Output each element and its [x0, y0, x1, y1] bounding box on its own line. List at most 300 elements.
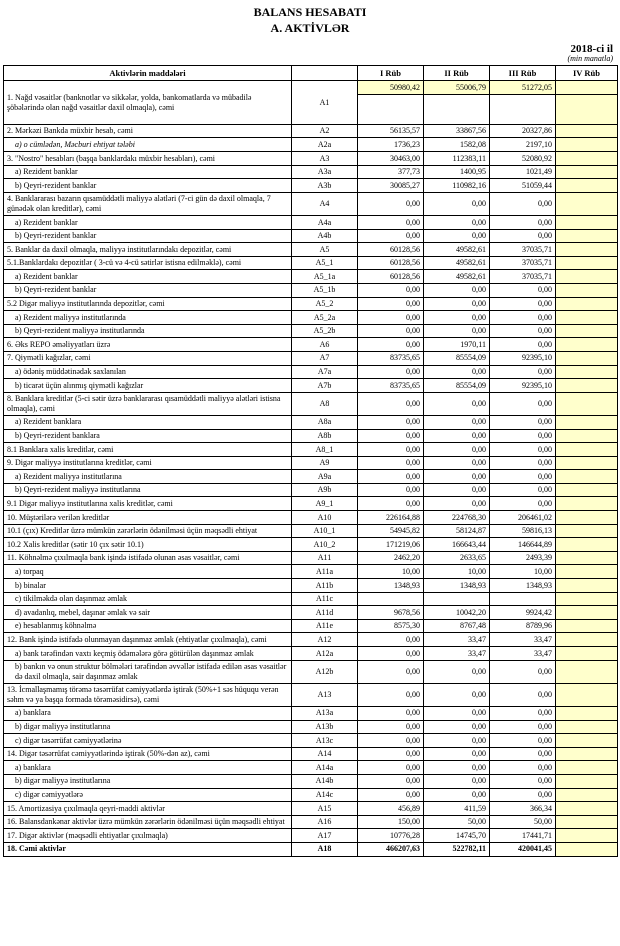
table-row: [4, 152, 618, 166]
value-cell: 49582,61: [424, 256, 490, 270]
row-code: A17: [292, 829, 358, 843]
value-cell: [490, 592, 556, 606]
value-cell: 466207,63: [358, 842, 424, 856]
row-code: A18: [292, 842, 358, 856]
value-cell: 110982,16: [424, 179, 490, 193]
table-row: [4, 619, 618, 633]
row-code: A3: [292, 152, 358, 166]
row-code: A13b: [292, 720, 358, 734]
value-cell: 55006,79: [424, 81, 490, 95]
value-cell: 50,00: [490, 815, 556, 829]
value-cell: 51272,05: [490, 81, 556, 95]
value-cell: 85554,09: [424, 379, 490, 393]
value-cell: 0,00: [424, 297, 490, 311]
value-cell: [556, 842, 618, 856]
value-cell: [556, 324, 618, 338]
value-cell: 0,00: [358, 324, 424, 338]
value-cell: [556, 283, 618, 297]
value-cell: [424, 592, 490, 606]
row-code: A12a: [292, 647, 358, 661]
value-cell: [556, 216, 618, 230]
table-row: [4, 379, 618, 393]
row-code: A12: [292, 633, 358, 647]
row-label: c) digər cəmiyyətlərə: [4, 788, 292, 802]
row-label: 11. Köhnəlmə çıxılmaqla bank işində istifadə olunan əsas vəsaitlər, cəmi: [4, 551, 292, 565]
row-label: a) Rezident banklara: [4, 415, 292, 429]
row-label: c) digər təsərrüfat cəmiyyətlərinə: [4, 734, 292, 748]
table-row: [4, 297, 618, 311]
value-cell: 0,00: [424, 229, 490, 243]
row-label: a) Rezident banklar: [4, 216, 292, 230]
row-code: A10: [292, 511, 358, 525]
value-cell: 0,00: [424, 720, 490, 734]
value-cell: [556, 802, 618, 816]
value-cell: 0,00: [358, 192, 424, 215]
row-label: 14. Digər təsərrüfat cəmiyyətlərində iştirak (50%-dən az), cəmi: [4, 747, 292, 761]
value-cell: 33,47: [490, 647, 556, 661]
value-cell: 0,00: [490, 229, 556, 243]
table-row: [4, 365, 618, 379]
value-cell: 59816,13: [490, 524, 556, 538]
value-cell: [556, 429, 618, 443]
table-row: [4, 243, 618, 257]
table-row: [4, 165, 618, 179]
table-row: [4, 802, 618, 816]
value-cell: 60128,56: [358, 243, 424, 257]
value-cell: [556, 747, 618, 761]
value-cell: 166643,44: [424, 538, 490, 552]
value-cell: 2493,39: [490, 551, 556, 565]
value-cell: [556, 660, 618, 683]
value-cell: [556, 124, 618, 138]
value-cell: 49582,61: [424, 270, 490, 284]
header-quarter-3: III Rüb: [490, 66, 556, 81]
value-cell: [556, 379, 618, 393]
row-label: a) Rezident maliyyə institutlarında: [4, 311, 292, 325]
row-label: 3. "Nostro" hesabları (başqa banklardakı müxbir hesabları), cəmi: [4, 152, 292, 166]
row-code: A11b: [292, 579, 358, 593]
value-cell: 92395,10: [490, 351, 556, 365]
row-label: c) tikilməkdə olan daşınmaz əmlak: [4, 592, 292, 606]
row-label: e) hesablanmış köhnəlmə: [4, 619, 292, 633]
value-cell: 60128,56: [358, 256, 424, 270]
value-cell: 10,00: [424, 565, 490, 579]
table-row: [4, 720, 618, 734]
value-cell: 0,00: [424, 429, 490, 443]
value-cell: 0,00: [424, 443, 490, 457]
value-cell: 366,34: [490, 802, 556, 816]
table-row: [4, 497, 618, 511]
value-cell: 0,00: [424, 456, 490, 470]
value-cell: 37035,71: [490, 256, 556, 270]
row-label: a) bank tərəfindən vaxtı keçmiş ödəmələrə görə götürülən daşınmaz əmlak: [4, 647, 292, 661]
row-code: A5: [292, 243, 358, 257]
row-label: a) banklara: [4, 761, 292, 775]
value-cell: 8767,48: [424, 619, 490, 633]
value-cell: 0,00: [424, 483, 490, 497]
row-label: b) Qeyri-rezident banklar: [4, 229, 292, 243]
value-cell: [556, 338, 618, 352]
value-cell: 0,00: [490, 483, 556, 497]
row-label: 12. Bank işində istifadə olunmayan daşınmaz əmlak (ehtiyatlar çıxılmaqla), cəmi: [4, 633, 292, 647]
row-label: 9. Digər maliyyə institutlarına kreditlər, cəmi: [4, 456, 292, 470]
value-cell: 51059,44: [490, 179, 556, 193]
value-cell: 0,00: [358, 683, 424, 706]
value-cell: 226164,88: [358, 511, 424, 525]
row-code: A4: [292, 192, 358, 215]
value-cell: [556, 138, 618, 152]
value-cell: [556, 456, 618, 470]
value-cell: [556, 497, 618, 511]
value-cell: 0,00: [424, 415, 490, 429]
row-code: A3a: [292, 165, 358, 179]
value-cell: [556, 470, 618, 484]
row-code: A5_1b: [292, 283, 358, 297]
value-cell: 456,89: [358, 802, 424, 816]
value-cell: 150,00: [358, 815, 424, 829]
row-code: A14a: [292, 761, 358, 775]
row-code: A4b: [292, 229, 358, 243]
asset-table-body: [4, 81, 618, 856]
row-code: A10_1: [292, 524, 358, 538]
value-cell: [556, 720, 618, 734]
value-cell: [556, 351, 618, 365]
row-label: 6. Əks REPO əməliyyatları üzrə: [4, 338, 292, 352]
row-label: a) Rezident maliyyə institutlarına: [4, 470, 292, 484]
value-cell: 49582,61: [424, 243, 490, 257]
table-row: [4, 565, 618, 579]
row-code: A9_1: [292, 497, 358, 511]
value-cell: 54945,82: [358, 524, 424, 538]
table-row: [4, 606, 618, 620]
value-cell: 0,00: [490, 429, 556, 443]
row-label: b) binalar: [4, 579, 292, 593]
row-code: A9b: [292, 483, 358, 497]
value-cell: [556, 297, 618, 311]
table-row: [4, 324, 618, 338]
row-code: A2: [292, 124, 358, 138]
row-label: 5.2 Digər maliyyə institutlarında depozitlər, cəmi: [4, 297, 292, 311]
table-row: [4, 229, 618, 243]
row-code: A4a: [292, 216, 358, 230]
value-cell: 1348,93: [490, 579, 556, 593]
value-cell: 411,59: [424, 802, 490, 816]
row-code: A7a: [292, 365, 358, 379]
value-cell: 0,00: [490, 470, 556, 484]
value-cell: 9678,56: [358, 606, 424, 620]
row-label: b) Qeyri-rezident banklar: [4, 179, 292, 193]
table-row: [4, 647, 618, 661]
value-cell: 14745,70: [424, 829, 490, 843]
row-code: A13c: [292, 734, 358, 748]
table-row: [4, 734, 618, 748]
value-cell: 0,00: [358, 633, 424, 647]
value-cell: [556, 619, 618, 633]
value-cell: 0,00: [358, 720, 424, 734]
table-row: [4, 524, 618, 538]
table-row: [4, 829, 618, 843]
value-cell: [556, 94, 618, 124]
value-cell: 0,00: [358, 660, 424, 683]
value-cell: 206461,02: [490, 511, 556, 525]
value-cell: [424, 94, 490, 124]
value-cell: 56135,57: [358, 124, 424, 138]
row-label: b) digər maliyyə institutlarına: [4, 774, 292, 788]
value-cell: 0,00: [490, 747, 556, 761]
value-cell: 33867,56: [424, 124, 490, 138]
row-label: 16. Balansdankənar aktivlər üzrə mümkün zərərlərin ödənilməsi üçün məqsədli ehtiyat: [4, 815, 292, 829]
row-label: b) bankın və onun struktur bölmələri tərəfindən əvvəllər istifadə edilən əsas vəsaitlər də daxil olmaqla, sair daşınmaz əmlak: [4, 660, 292, 683]
row-code: A8b: [292, 429, 358, 443]
table-row: [4, 124, 618, 138]
row-code: A14c: [292, 788, 358, 802]
table-row: [4, 842, 618, 856]
value-cell: [556, 165, 618, 179]
table-row: [4, 338, 618, 352]
row-label: 10. Müştərilərə verilən kreditlər: [4, 511, 292, 525]
value-cell: 0,00: [490, 283, 556, 297]
value-cell: 1970,11: [424, 338, 490, 352]
value-cell: 0,00: [358, 415, 424, 429]
table-row: [4, 633, 618, 647]
row-label: 4. Banklararası bazarın qısamüddətli maliyyə alətləri (7-ci gün də daxil olmaqla, 7 günədək olan kreditlər), cəmi: [4, 192, 292, 215]
value-cell: 0,00: [358, 283, 424, 297]
table-row: [4, 311, 618, 325]
value-cell: [556, 606, 618, 620]
table-row: [4, 706, 618, 720]
value-cell: 0,00: [424, 747, 490, 761]
value-cell: 0,00: [358, 747, 424, 761]
value-cell: [556, 592, 618, 606]
value-cell: [556, 788, 618, 802]
row-label: 8. Banklara kreditlər (5-ci sətir üzrə banklararası qısamüddətli maliyyə alətləri istisna olmaqla), cəmi: [4, 392, 292, 415]
value-cell: 0,00: [358, 734, 424, 748]
value-cell: 50980,42: [358, 81, 424, 95]
value-cell: [358, 592, 424, 606]
value-cell: [358, 94, 424, 124]
value-cell: 1582,08: [424, 138, 490, 152]
table-row: [4, 747, 618, 761]
value-cell: 0,00: [490, 365, 556, 379]
value-cell: 92395,10: [490, 379, 556, 393]
row-code: A8: [292, 392, 358, 415]
value-cell: 0,00: [490, 720, 556, 734]
row-code: A14: [292, 747, 358, 761]
table-row: [4, 551, 618, 565]
row-label: a) torpaq: [4, 565, 292, 579]
value-cell: [556, 270, 618, 284]
row-code: A13a: [292, 706, 358, 720]
table-row: [4, 788, 618, 802]
row-code: A10_2: [292, 538, 358, 552]
value-cell: 1348,93: [358, 579, 424, 593]
value-cell: 0,00: [424, 761, 490, 775]
row-label: 2. Mərkəzi Bankda müxbir hesab, cəmi: [4, 124, 292, 138]
value-cell: 20327,86: [490, 124, 556, 138]
value-cell: [556, 761, 618, 775]
value-cell: 0,00: [490, 497, 556, 511]
row-code: A11a: [292, 565, 358, 579]
value-cell: 52080,92: [490, 152, 556, 166]
report-unit-note: (min manatla): [567, 54, 613, 64]
row-label: b) digər maliyyə institutlarına: [4, 720, 292, 734]
value-cell: 0,00: [424, 324, 490, 338]
value-cell: [556, 365, 618, 379]
value-cell: [556, 524, 618, 538]
value-cell: 2197,10: [490, 138, 556, 152]
row-label: 9.1 Digər maliyyə institutlarına xalis kreditlər, cəmi: [4, 497, 292, 511]
value-cell: 83735,65: [358, 351, 424, 365]
value-cell: 33,47: [424, 633, 490, 647]
value-cell: [556, 683, 618, 706]
value-cell: 1021,49: [490, 165, 556, 179]
value-cell: 0,00: [358, 443, 424, 457]
value-cell: [556, 483, 618, 497]
row-code: A6: [292, 338, 358, 352]
value-cell: 0,00: [358, 647, 424, 661]
value-cell: 0,00: [358, 706, 424, 720]
row-label: b) Qeyri-rezident banklara: [4, 429, 292, 443]
value-cell: [556, 538, 618, 552]
report-year: 2018-ci il: [570, 43, 613, 56]
value-cell: 0,00: [424, 365, 490, 379]
value-cell: 17441,71: [490, 829, 556, 843]
value-cell: 0,00: [490, 456, 556, 470]
row-code: A15: [292, 802, 358, 816]
value-cell: 0,00: [490, 706, 556, 720]
report-title-line2: A. AKTİVLƏR: [270, 20, 350, 35]
report-title-line1: BALANS HESABATI: [253, 5, 367, 19]
value-cell: 0,00: [358, 229, 424, 243]
row-label: b) Qeyri-rezident maliyyə institutlarında: [4, 324, 292, 338]
row-code: A3b: [292, 179, 358, 193]
value-cell: [556, 511, 618, 525]
table-row: [4, 415, 618, 429]
row-label: b) ticarət üçün alınmış qiymətli kağızlar: [4, 379, 292, 393]
row-code: A7b: [292, 379, 358, 393]
value-cell: 37035,71: [490, 243, 556, 257]
row-label: 13. İcmallaşmamış törəmə təsərrüfat cəmiyyətlərdə iştirak (50%+1 səs hüququ verən səhm və ya başqa formada törəməsidirsə), cəmi: [4, 683, 292, 706]
value-cell: 0,00: [424, 706, 490, 720]
table-row: [4, 283, 618, 297]
value-cell: [556, 647, 618, 661]
row-code: A11e: [292, 619, 358, 633]
row-label: 15. Amortizasiya çıxılmaqla qeyri-maddi aktivlər: [4, 802, 292, 816]
value-cell: 0,00: [358, 456, 424, 470]
value-cell: 146644,89: [490, 538, 556, 552]
row-label: 8.1 Banklara xalis kreditlər, cəmi: [4, 443, 292, 457]
row-code: A12b: [292, 660, 358, 683]
value-cell: 0,00: [424, 660, 490, 683]
row-code: A9: [292, 456, 358, 470]
row-label: a) o cümlədən, Məcburi ehtiyat tələbi: [4, 138, 292, 152]
row-label: 18. Cəmi aktivlər: [4, 842, 292, 856]
value-cell: 0,00: [358, 497, 424, 511]
table-row: [4, 192, 618, 215]
row-code: A2a: [292, 138, 358, 152]
table-row: [4, 256, 618, 270]
value-cell: 0,00: [358, 216, 424, 230]
value-cell: 83735,65: [358, 379, 424, 393]
value-cell: 0,00: [490, 338, 556, 352]
value-cell: [556, 81, 618, 95]
value-cell: 10776,28: [358, 829, 424, 843]
table-row: [4, 579, 618, 593]
value-cell: 0,00: [490, 311, 556, 325]
table-row: [4, 81, 618, 95]
value-cell: 60128,56: [358, 270, 424, 284]
row-label: 5. Banklar da daxil olmaqla, maliyyə institutlarındakı depozitlər, cəmi: [4, 243, 292, 257]
row-code: A8a: [292, 415, 358, 429]
value-cell: 85554,09: [424, 351, 490, 365]
value-cell: 0,00: [358, 311, 424, 325]
value-cell: 0,00: [358, 365, 424, 379]
value-cell: 8789,96: [490, 619, 556, 633]
value-cell: [556, 192, 618, 215]
value-cell: [556, 243, 618, 257]
value-cell: 0,00: [424, 392, 490, 415]
value-cell: 0,00: [424, 216, 490, 230]
value-cell: [556, 392, 618, 415]
value-cell: 0,00: [424, 470, 490, 484]
value-cell: 33,47: [490, 633, 556, 647]
row-code: A5_2b: [292, 324, 358, 338]
value-cell: 9924,42: [490, 606, 556, 620]
row-code: A11c: [292, 592, 358, 606]
value-cell: 30085,27: [358, 179, 424, 193]
row-label: 10.1 (çıx) Kreditlər üzrə mümkün zərərlərin ödənilməsi üçün məqsədli ehtiyat: [4, 524, 292, 538]
value-cell: 0,00: [490, 392, 556, 415]
row-code: A13: [292, 683, 358, 706]
row-code: A5_2a: [292, 311, 358, 325]
value-cell: [556, 256, 618, 270]
row-code: A7: [292, 351, 358, 365]
value-cell: [490, 94, 556, 124]
row-code: A16: [292, 815, 358, 829]
row-code: A5_2: [292, 297, 358, 311]
table-row: [4, 483, 618, 497]
table-row: [4, 270, 618, 284]
value-cell: 112383,11: [424, 152, 490, 166]
value-cell: 0,00: [358, 761, 424, 775]
table-row: [4, 815, 618, 829]
value-cell: 0,00: [424, 497, 490, 511]
row-label: a) Rezident banklar: [4, 270, 292, 284]
row-label: b) Qeyri-rezident banklar: [4, 283, 292, 297]
value-cell: [556, 415, 618, 429]
row-label: 1. Nağd vəsaitlər (banknotlar və sikkələr, yolda, bankomatlarda və mübadilə şöbələrində olan nağd vəsaitlər daxil olmaqla), cəmi: [4, 81, 292, 125]
table-row: [4, 683, 618, 706]
value-cell: 10,00: [490, 565, 556, 579]
value-cell: 0,00: [358, 774, 424, 788]
row-label: a) ödəniş müddətinədək saxlanılan: [4, 365, 292, 379]
value-cell: 0,00: [490, 216, 556, 230]
value-cell: [556, 551, 618, 565]
row-code: A14b: [292, 774, 358, 788]
table-header-row: [4, 66, 618, 81]
value-cell: 30463,00: [358, 152, 424, 166]
table-row: [4, 216, 618, 230]
table-row: [4, 392, 618, 415]
value-cell: 522782,11: [424, 842, 490, 856]
value-cell: 420041,45: [490, 842, 556, 856]
row-label: 7. Qiymətli kağızlar, cəmi: [4, 351, 292, 365]
table-row: [4, 138, 618, 152]
table-row: [4, 179, 618, 193]
header-quarter-1: I Rüb: [358, 66, 424, 81]
value-cell: 50,00: [424, 815, 490, 829]
value-cell: 1348,93: [424, 579, 490, 593]
